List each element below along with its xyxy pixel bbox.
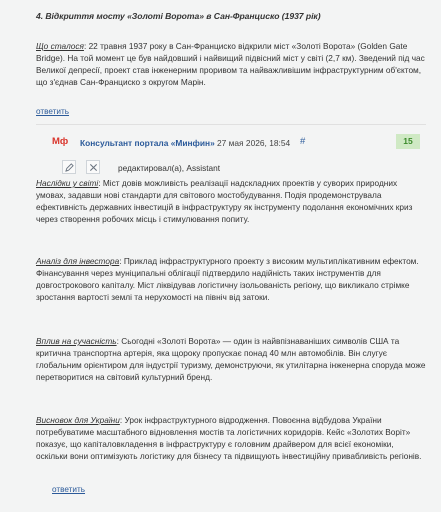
reply-link-post[interactable]: ответить — [36, 107, 70, 116]
comment-section-modern — [36, 335, 426, 383]
permalink-hash[interactable]: # — [300, 136, 306, 147]
comment-header — [52, 136, 428, 150]
what-text: : 22 травня 1937 року в Сан-Франциско відкрили міст «Золоті Ворота» (Golden Gate Bridge). На той момент це був найдовший і найвищий підвісний міст у світі (2,7 км). Зведений під час Великої депресії, проект став інженерним проривом та найважливішим інфраструктурним об'єктом, що з'єднав Сан-Франциско з округом Марін. — [36, 41, 425, 87]
section-text: : Сьогодні «Золоті Ворота» — один із найвпізнаваніших символів США та критична транспортна артерія, яка щороку пропускає понад 40 млн автомобілів. Він слугує глобальним орієнтиром для індустрії туризму, демонструючи, як утилітарна інженерна споруда може перетворитися на світовий культурний бренд. — [36, 336, 426, 382]
edited-note: редактировал(а), Assistant — [118, 163, 221, 173]
comment-section-world — [36, 177, 426, 225]
what-label: Що сталося — [36, 41, 84, 51]
edit-button[interactable] — [62, 160, 76, 174]
section-label: Висновок для України — [36, 415, 120, 425]
post-title: 4. Відкриття мосту «Золоті Ворота» в Сан-Франциско (1937 рік) — [36, 11, 321, 21]
pencil-icon — [65, 163, 74, 172]
section-label: Аналіз для інвестора — [36, 256, 120, 266]
post-divider — [36, 124, 426, 125]
section-text: : Приклад інфраструктурного проекту з високим мультиплікативним ефектом. Фінансування через муніципальні облігації підтвердило надійність таких інструментів для довгострокового капіталу. Міст ліквідував логістичну ізольованість регіону, що викликало стрімке зростання вартості землі та нерухомості на північ від затоки. — [36, 256, 419, 302]
delete-button[interactable] — [86, 160, 100, 174]
comment-datetime: 27 мая 2026, 18:54 — [217, 138, 291, 148]
minfin-logo: Мф — [52, 136, 69, 147]
section-label: Вплив на сучасність — [36, 336, 117, 346]
section-label: Наслідки у світі — [36, 178, 99, 188]
reply-link-comment[interactable]: ответить — [52, 485, 86, 494]
close-icon — [89, 163, 98, 172]
section-text: : Урок інфраструктурного відродження. Повоєнна відбудова України потребуватиме масштабного відновлення мостів та логістичних коридорів. Кейс «Золотих Воріт» показує, що капіталовкладення в інфраструктуру є головним драйвером для всієї економіки, оскільки вони оптимізують логістику для бізнесу та підвищують інвестиційну привабливість регіонів. — [36, 415, 422, 461]
section-text: : Міст довів можливість реалізації надскладних проектів у суворих природних умовах, задавши нові стандарти для світового мостобудування. Подія продемонструвала ефективність державних інвестицій в інфраструктуру як інструменту подолання економічних криз через створення робочих місць і стимулювання попиту. — [36, 178, 413, 224]
post-body — [36, 40, 426, 88]
comment-section-investor — [36, 255, 426, 303]
comment-author-link[interactable]: Консультант портала «Минфин» — [80, 138, 215, 148]
rating-badge: 15 — [396, 134, 420, 149]
comment-section-ukraine — [36, 414, 426, 462]
